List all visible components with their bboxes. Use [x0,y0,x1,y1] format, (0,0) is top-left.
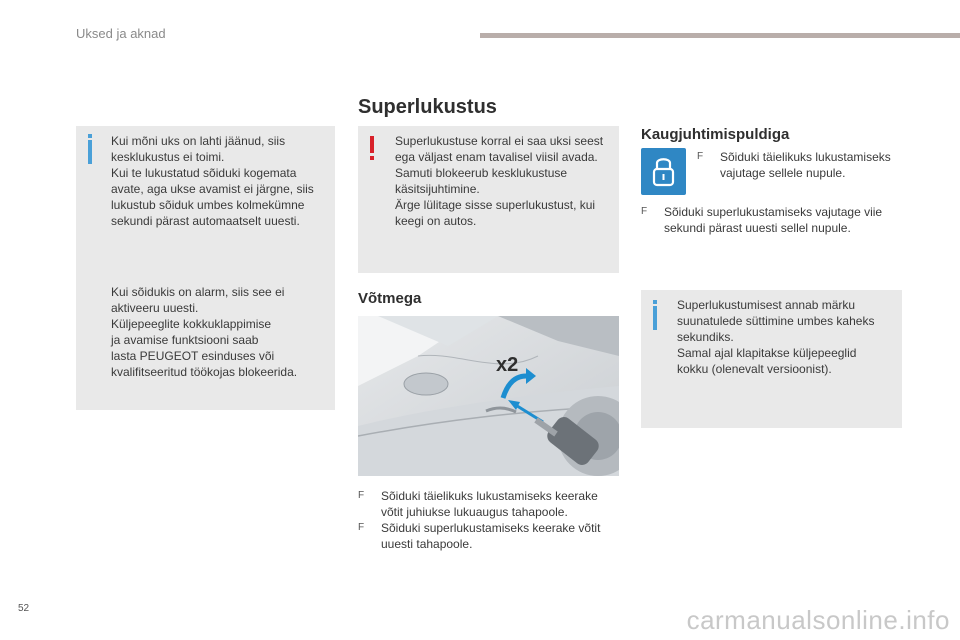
text-line: aktiveeru uuesti. [111,301,199,315]
text-line: Superlukustuse korral ei saa uksi seest [395,134,604,148]
info-panel-left [76,126,335,410]
warning-text [395,133,603,229]
text-line: Samal ajal klapitakse küljepeeglid [677,346,857,360]
text-line: Superlukustumisest annab märku [677,298,856,312]
text-line: kesklukustus ei toimi. [111,150,225,164]
text-line: ega väljast enam tavalisel viisil avada. [395,150,598,164]
text-line: Sõiduki superlukustamiseks keerake võtit [381,521,601,535]
text-line: Sõiduki superlukustamiseks vajutage viie [664,205,883,219]
text-line: uuesti tahapoole. [381,537,473,551]
info-text [677,297,874,377]
text-line: Küljepeeglite kokkuklappimise [111,317,272,331]
text-line: käsitsijuhtimine. [395,182,480,196]
chapter-title: Uksed ja aknad [76,26,166,41]
warning-icon [370,136,374,153]
bullet-symbol: F [358,490,365,501]
text-line: sekundi pärast automaatselt uuesti. [111,214,300,228]
text-line: Samuti blokeerub kesklukustuse [395,166,568,180]
bullet-symbol: F [641,206,648,217]
text-line: lasta PEUGEOT esinduses või [111,349,275,363]
text-line: keegi on autos. [395,214,477,228]
text-line: Sõiduki täielikuks lukustamiseks keerake [381,489,598,503]
info-icon [88,140,92,164]
text-line: sekundiks. [677,330,734,344]
info-paragraph-2 [111,284,297,380]
text-line: vajutage sellele nupule. [720,166,846,180]
text-line: kvalifitseeritud töökojas blokeerida. [111,365,298,379]
header-divider-bar [480,33,960,38]
bullet-text [381,520,600,552]
info-paragraph-1 [111,133,314,229]
text-line: suunatulede süttimine umbes kaheks [677,314,875,328]
section-title-remote: Kaugjuhtimispuldiga [641,126,790,143]
text-line: Kui te lukustatud sõiduki kogemata [111,166,297,180]
text-line: lukustub sõiduk umbes kolmekümne [111,198,305,212]
text-line: Ärge lülitage sisse superlukustust, kui [395,198,596,212]
text-line: Kui mõni uks on lahti jäänud, siis [111,134,286,148]
watermark: carmanualsonline.info [686,605,950,635]
text-line: avate, aga ukse avamist ei järgne, siis [111,182,314,196]
car-door-key-svg [358,316,619,476]
bullet-text [720,149,891,181]
text-line: ja avamise funktsiooni saab [111,333,259,347]
section-title-votmega: Võtmega [358,290,422,307]
bullet-text [381,488,598,520]
text-line: kokku (olenevalt versioonist). [677,362,832,376]
info-panel-remote [641,290,902,428]
lock-button-icon [641,148,686,195]
text-line: sekundi pärast uuesti sellel nupule. [664,221,851,235]
text-line: Sõiduki täielikuks lukustamiseks [720,150,891,164]
bullet-symbol: F [358,522,365,533]
padlock-icon [641,148,686,195]
info-icon [653,306,657,330]
warning-panel [358,126,619,273]
text-line: võtit juhiukse lukuaugus tahapoole. [381,505,568,519]
bullet-symbol: F [697,151,704,162]
car-door-illustration [358,316,619,476]
x2-label: x2 [496,354,519,376]
page-title: Superlukustus [358,96,497,118]
bullet-text [664,204,882,236]
page-number: 52 [18,603,30,614]
text-line: Kui sõidukis on alarm, siis see ei [111,285,285,299]
